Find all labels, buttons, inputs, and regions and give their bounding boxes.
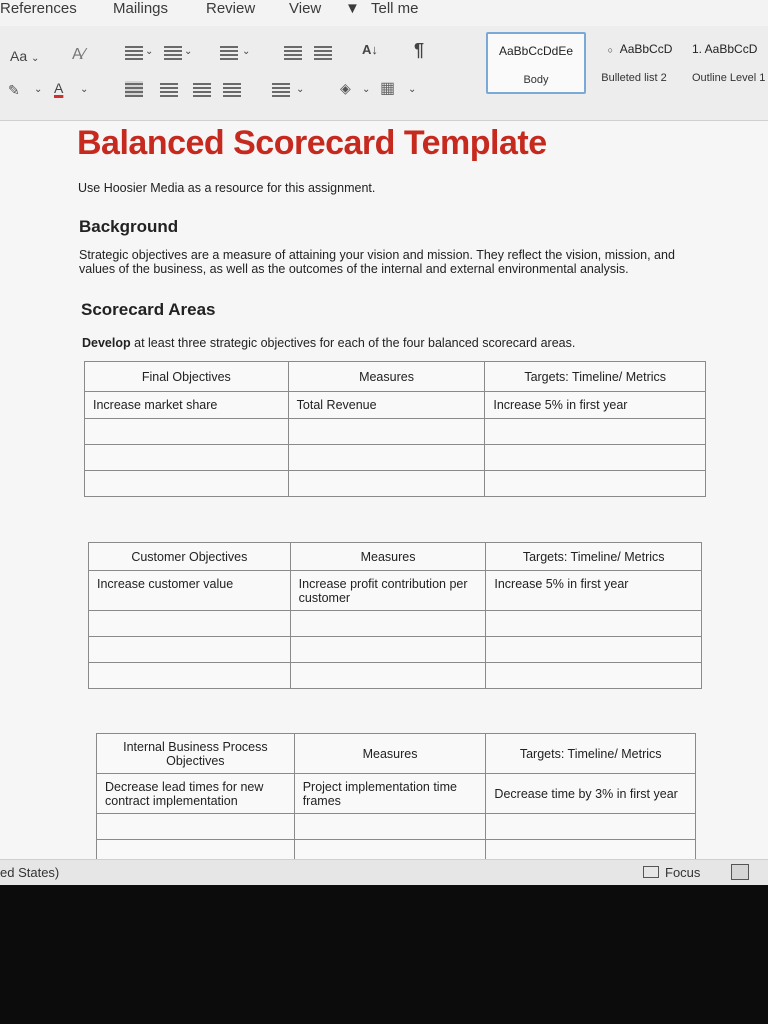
chevron-down-icon[interactable]: ⌄ xyxy=(80,84,89,95)
align-left-icon[interactable] xyxy=(125,81,143,97)
table-header: Final Objectives xyxy=(85,362,289,392)
tab-view[interactable]: View xyxy=(289,0,322,17)
focus-button[interactable] xyxy=(643,865,700,880)
tab-review[interactable]: Review xyxy=(206,0,256,17)
tab-references[interactable]: References xyxy=(0,0,77,17)
develop-text xyxy=(82,336,575,350)
sort-icon[interactable]: A↓ xyxy=(362,42,378,57)
tab-tell-me[interactable]: Tell me xyxy=(371,0,419,17)
tab-mailings[interactable]: Mailings xyxy=(113,0,169,17)
home-ribbon xyxy=(0,26,768,121)
table-cell[interactable] xyxy=(290,663,486,689)
highlight-color-icon[interactable]: ✎ xyxy=(8,82,20,98)
areas-heading: Scorecard Areas xyxy=(81,300,216,319)
develop-rest: at least three strategic objectives for each of the four balanced scorecard areas. xyxy=(130,336,576,350)
table-cell[interactable] xyxy=(485,445,706,471)
style-preview: ○ AaBbCcD xyxy=(607,42,673,56)
table-header: Targets: Timeline/ Metrics xyxy=(486,543,702,571)
line-spacing-icon[interactable] xyxy=(272,81,290,97)
increase-indent-icon[interactable] xyxy=(314,44,332,60)
table-cell[interactable] xyxy=(486,663,702,689)
status-bar xyxy=(0,859,768,885)
clear-formatting-icon[interactable]: A⁄ xyxy=(72,46,86,63)
develop-bold: Develop xyxy=(82,336,131,350)
table-header: Internal Business Process Objectives xyxy=(97,734,295,774)
table-cell[interactable]: Increase 5% in first year xyxy=(486,571,702,611)
borders-icon[interactable]: ▦ xyxy=(380,80,396,97)
chevron-down-icon[interactable]: ⌄ xyxy=(184,46,193,57)
background-text: Strategic objectives are a measure of attaining your vision and mission. They reflect the vision, mission, and values of the business, as well as the outcomes of the internal and external environmental analysis. xyxy=(79,248,675,276)
intro-text: Use Hoosier Media as a resource for this assignment. xyxy=(78,181,376,195)
table-cell[interactable] xyxy=(97,840,295,860)
table-cell[interactable] xyxy=(485,419,706,445)
internal-process-table xyxy=(96,733,696,859)
table-cell[interactable]: Increase 5% in first year xyxy=(485,392,706,419)
table-cell[interactable] xyxy=(294,840,486,860)
style-name: Body xyxy=(523,74,549,86)
document-title: Balanced Scorecard Template xyxy=(77,124,547,162)
table-cell[interactable] xyxy=(290,637,486,663)
chevron-down-icon: ⌄ xyxy=(31,53,40,64)
print-layout-icon[interactable] xyxy=(731,864,749,880)
document-page[interactable] xyxy=(0,121,768,859)
table-header: Measures xyxy=(290,543,486,571)
table-header: Measures xyxy=(288,362,485,392)
table-header: Customer Objectives xyxy=(89,543,291,571)
table-cell[interactable]: Increase profit contribution per customer xyxy=(290,571,486,611)
chevron-down-icon[interactable]: ⌄ xyxy=(362,84,371,95)
final-objectives-table xyxy=(84,361,706,497)
table-cell[interactable] xyxy=(85,419,289,445)
customer-objectives-table xyxy=(88,542,702,689)
style-bulleted-list-2[interactable] xyxy=(586,32,682,90)
chevron-down-icon[interactable]: ⌄ xyxy=(145,46,154,57)
font-color-icon[interactable]: A xyxy=(54,80,64,96)
table-cell[interactable]: Increase market share xyxy=(85,392,289,419)
paragraph-marks-icon[interactable]: ¶ xyxy=(414,40,425,60)
table-cell[interactable] xyxy=(486,814,696,840)
table-header: Targets: Timeline/ Metrics xyxy=(486,734,696,774)
table-cell[interactable] xyxy=(486,840,696,860)
table-cell[interactable] xyxy=(485,471,706,497)
table-cell[interactable] xyxy=(89,611,291,637)
style-name: Bulleted list 2 xyxy=(601,72,667,84)
table-header: Targets: Timeline/ Metrics xyxy=(485,362,706,392)
chevron-down-icon[interactable]: ⌄ xyxy=(242,46,251,57)
table-cell[interactable] xyxy=(97,814,295,840)
align-right-icon[interactable] xyxy=(193,81,211,97)
table-cell[interactable] xyxy=(89,637,291,663)
table-cell[interactable] xyxy=(89,663,291,689)
table-cell[interactable] xyxy=(486,637,702,663)
table-cell[interactable] xyxy=(85,445,289,471)
table-cell[interactable] xyxy=(294,814,486,840)
table-cell[interactable]: Total Revenue xyxy=(288,392,485,419)
justify-icon[interactable] xyxy=(223,81,241,97)
style-body[interactable] xyxy=(486,32,586,94)
table-cell[interactable]: Decrease time by 3% in first year xyxy=(486,774,696,814)
table-cell[interactable] xyxy=(290,611,486,637)
multilevel-list-icon[interactable] xyxy=(220,44,238,60)
decrease-indent-icon[interactable] xyxy=(284,44,302,60)
numbering-icon[interactable] xyxy=(164,44,182,60)
table-cell[interactable] xyxy=(486,611,702,637)
chevron-down-icon[interactable]: ⌄ xyxy=(408,84,417,95)
bullets-icon[interactable] xyxy=(125,44,143,60)
table-cell[interactable] xyxy=(288,445,485,471)
shading-icon[interactable]: ◈ xyxy=(340,80,351,96)
table-cell[interactable] xyxy=(288,419,485,445)
table-cell[interactable]: Decrease lead times for new contract implementation xyxy=(97,774,295,814)
change-case-label: Aa xyxy=(10,48,28,64)
bullet-icon: ○ xyxy=(607,45,614,55)
focus-label: Focus xyxy=(665,865,701,880)
lightbulb-icon: ▼ xyxy=(345,0,360,17)
table-cell[interactable]: Project implementation time frames xyxy=(294,774,486,814)
change-case-button[interactable] xyxy=(10,48,39,64)
table-cell[interactable] xyxy=(288,471,485,497)
language-status[interactable]: ed States) xyxy=(0,865,60,880)
chevron-down-icon[interactable]: ⌄ xyxy=(34,84,43,95)
chevron-down-icon[interactable]: ⌄ xyxy=(296,84,305,95)
background-heading: Background xyxy=(79,217,179,236)
table-cell[interactable]: Increase customer value xyxy=(89,571,291,611)
style-outline-level-1[interactable] xyxy=(688,32,768,90)
style-name: Outline Level 1 xyxy=(692,72,766,84)
align-center-icon[interactable] xyxy=(160,81,178,97)
focus-icon xyxy=(643,866,659,878)
table-header: Measures xyxy=(294,734,486,774)
style-preview: AaBbCcDdEe xyxy=(498,44,574,58)
style-preview: 1. AaBbCcD xyxy=(692,42,758,56)
table-cell[interactable] xyxy=(85,471,289,497)
ribbon-tabs xyxy=(0,0,768,26)
